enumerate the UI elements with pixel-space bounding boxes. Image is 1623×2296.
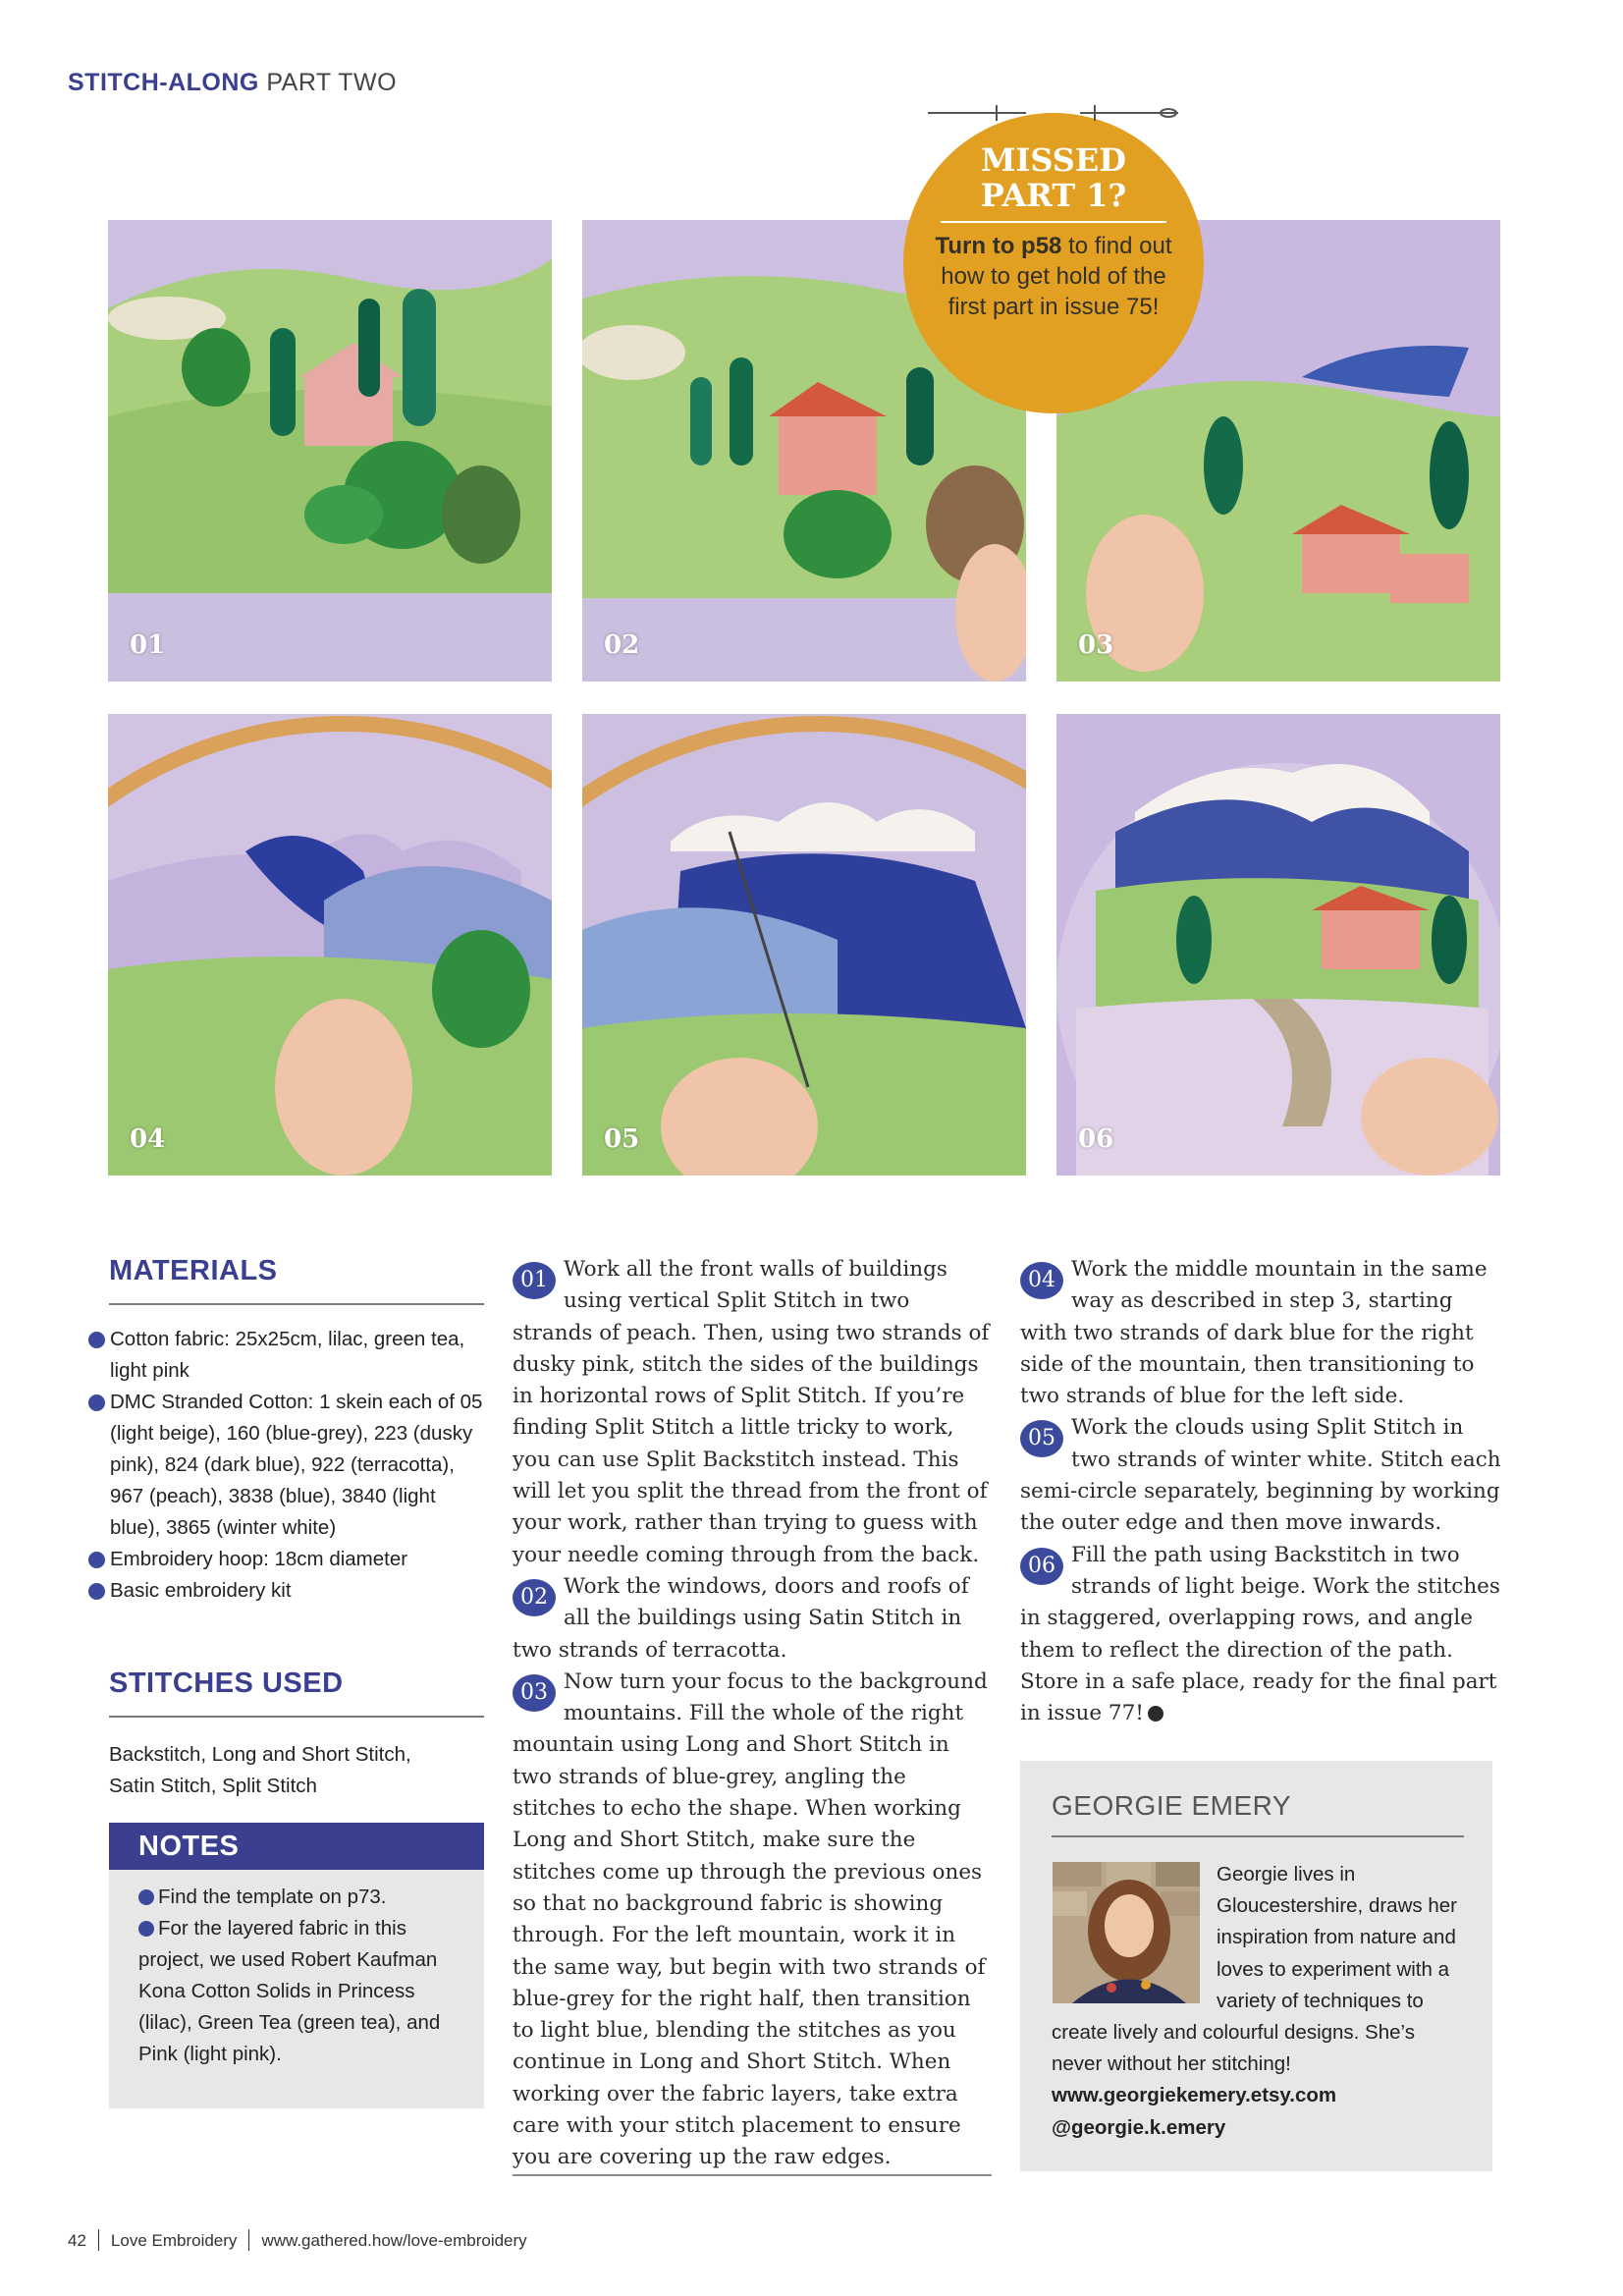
list-item: [138, 1913, 472, 2070]
page-number: 42: [68, 2231, 86, 2250]
stitches-divider: [109, 1716, 484, 1718]
step-05: [1020, 1412, 1501, 1539]
note-text: Find the template on p73.: [158, 1886, 387, 1908]
bullet-icon: [88, 1332, 105, 1348]
stitches-used-title: STITCHES USED: [109, 1667, 344, 1699]
badge-body: [903, 231, 1204, 322]
step-number-badge: 03: [513, 1674, 556, 1712]
bullet-icon: [88, 1583, 105, 1600]
material-text: DMC Stranded Cotton: 1 skein each of 05 (light beige), 160 (blue-grey), 223 (dusky pink), 824 (dark blue), 922 (terracotta), 967 (peach), 3838 (blue), 3840 (light blue), 3865 (winter white): [110, 1391, 483, 1539]
note-text: For the layered fabric in this project, we used Robert Kaufman Kona Cotton Solids in Princess (lilac), Green Tea (green tea), and Pink (light pink).: [138, 1917, 441, 2065]
list-item: [110, 1324, 483, 1387]
section-header: [68, 69, 397, 97]
needle-icon: [928, 103, 1026, 123]
step-number: 05: [604, 1124, 640, 1154]
materials-list: [110, 1324, 483, 1607]
list-item: [110, 1544, 483, 1575]
material-text: Cotton fabric: 25x25cm, lilac, green tea, light pink: [110, 1328, 465, 1382]
step-text: Work all the front walls of buildings using vertical Split Stitch in two strands of peach. Then, using two strands of dusky pink, stitch the sides of the buildings in horizontal rows of Split Stitch. If you’re finding Split Stitch a little tricky to work, you can use Split Backstitch instead. This will let you split the thread from the front of your work, rather than trying to guess with your needle coming through from the back.: [513, 1257, 990, 1567]
author-name: GEORGIE EMERY: [1052, 1790, 1292, 1821]
step-number-badge: 06: [1020, 1548, 1063, 1585]
magazine-name: Love Embroidery: [110, 2231, 238, 2250]
materials-title: MATERIALS: [109, 1255, 278, 1286]
author-bio: Georgie lives in Gloucestershire, draws her inspiration from nature and loves to experiment with a variety of techniques to create lively and colourful designs. She’s never without her stitching!: [1052, 1863, 1457, 2076]
instructions-column-1: [513, 1254, 992, 2174]
step-number: 01: [130, 630, 166, 660]
footer-url[interactable]: www.gathered.how/love-embroidery: [261, 2231, 527, 2250]
notes-text: [138, 1882, 472, 2070]
author-box: [1020, 1761, 1492, 2171]
step-photo-04: [108, 714, 552, 1175]
step-number-badge: 04: [1020, 1262, 1063, 1299]
badge-title-line1: MISSED: [980, 141, 1127, 179]
step-number: 03: [1078, 630, 1114, 660]
author-website: www.georgiekemery.etsy.com: [1052, 2084, 1337, 2107]
missed-part-badge: [903, 113, 1204, 413]
step-number-badge: 01: [513, 1262, 556, 1299]
list-item: [138, 1882, 472, 1913]
footer-divider: [248, 2229, 249, 2251]
needle-icon: [1080, 103, 1178, 123]
step-01: [513, 1254, 992, 1571]
step-text: Fill the path using Backstitch in two strands of light beige. Work the stitches in staggered, overlapping rows, and angle them to reflect the direction of the path. Store in a safe place, ready for the final part in issue 77!: [1020, 1542, 1500, 1726]
list-item: [110, 1575, 483, 1607]
badge-divider: [941, 221, 1166, 223]
notes-box: [109, 1823, 484, 2108]
header-part: PART TWO: [258, 69, 398, 96]
badge-title-line2: PART 1?: [980, 177, 1127, 214]
bullet-icon: [88, 1552, 105, 1568]
list-item: [110, 1387, 483, 1544]
material-text: Basic embroidery kit: [110, 1579, 292, 1602]
badge-page-ref: Turn to p58: [935, 233, 1062, 259]
step-photo-06: [1056, 714, 1500, 1175]
avatar: [1053, 1862, 1200, 2003]
stitches-used-text: Backstitch, Long and Short Stitch, Satin Stitch, Split Stitch: [109, 1743, 411, 1797]
step-02: [513, 1571, 992, 1667]
page-footer: [68, 2229, 527, 2251]
notes-title: NOTES: [109, 1823, 484, 1870]
bullet-icon: [138, 1889, 154, 1905]
bullet-icon: [138, 1921, 154, 1937]
badge-body-text: to find out how to get hold of the first part in issue 75!: [941, 233, 1172, 320]
step-number-badge: 02: [513, 1579, 556, 1616]
step-06: [1020, 1540, 1501, 1730]
instructions-column-2: [1020, 1254, 1501, 1729]
bullet-icon: [88, 1394, 105, 1411]
column-divider: [513, 2174, 992, 2176]
step-text: Work the clouds using Split Stitch in two strands of winter white. Stitch each semi-circle separately, beginning by working the outer edge and then move inwards.: [1020, 1415, 1501, 1536]
step-text: Now turn your focus to the background mountains. Fill the whole of the right mountain using Long and Short Stitch in two strands of blue-grey, angling the stitches to echo the shape. When working Long and Short Stitch, make sure the stitches come up through the previous ones so that no background fabric is showing through. For the left mountain, work it in the same way, but begin with two strands of blue-grey for the right half, then transition to light blue, blending the stitches as you continue in Long and Short Stitch. When working over the fabric layers, take extra care with your stitch placement to ensure you are covering up the raw edges.: [513, 1668, 988, 2170]
footer-divider: [98, 2229, 99, 2251]
author-divider: [1052, 1835, 1464, 1837]
step-number: 02: [604, 630, 640, 660]
step-photo-01: [108, 220, 552, 682]
step-number-badge: 05: [1020, 1420, 1063, 1457]
material-text: Embroidery hoop: 18cm diameter: [110, 1548, 408, 1570]
step-number: 04: [130, 1124, 166, 1154]
step-text: Work the middle mountain in the same way as described in step 3, starting with two strands of dark blue for the right side of the mountain, then transitioning to two strands of blue for the left side.: [1020, 1257, 1488, 1409]
step-number: 06: [1078, 1124, 1114, 1154]
end-mark-icon: [1148, 1706, 1163, 1722]
step-text: Work the windows, doors and roofs of all the buildings using Satin Stitch in two strands of terracotta.: [513, 1573, 969, 1663]
step-03: [513, 1667, 992, 2174]
materials-divider: [109, 1303, 484, 1305]
step-photo-05: [582, 714, 1026, 1175]
header-series: STITCH-ALONG: [68, 69, 259, 96]
step-04: [1020, 1254, 1501, 1412]
author-handle: @georgie.k.emery: [1052, 2115, 1226, 2139]
